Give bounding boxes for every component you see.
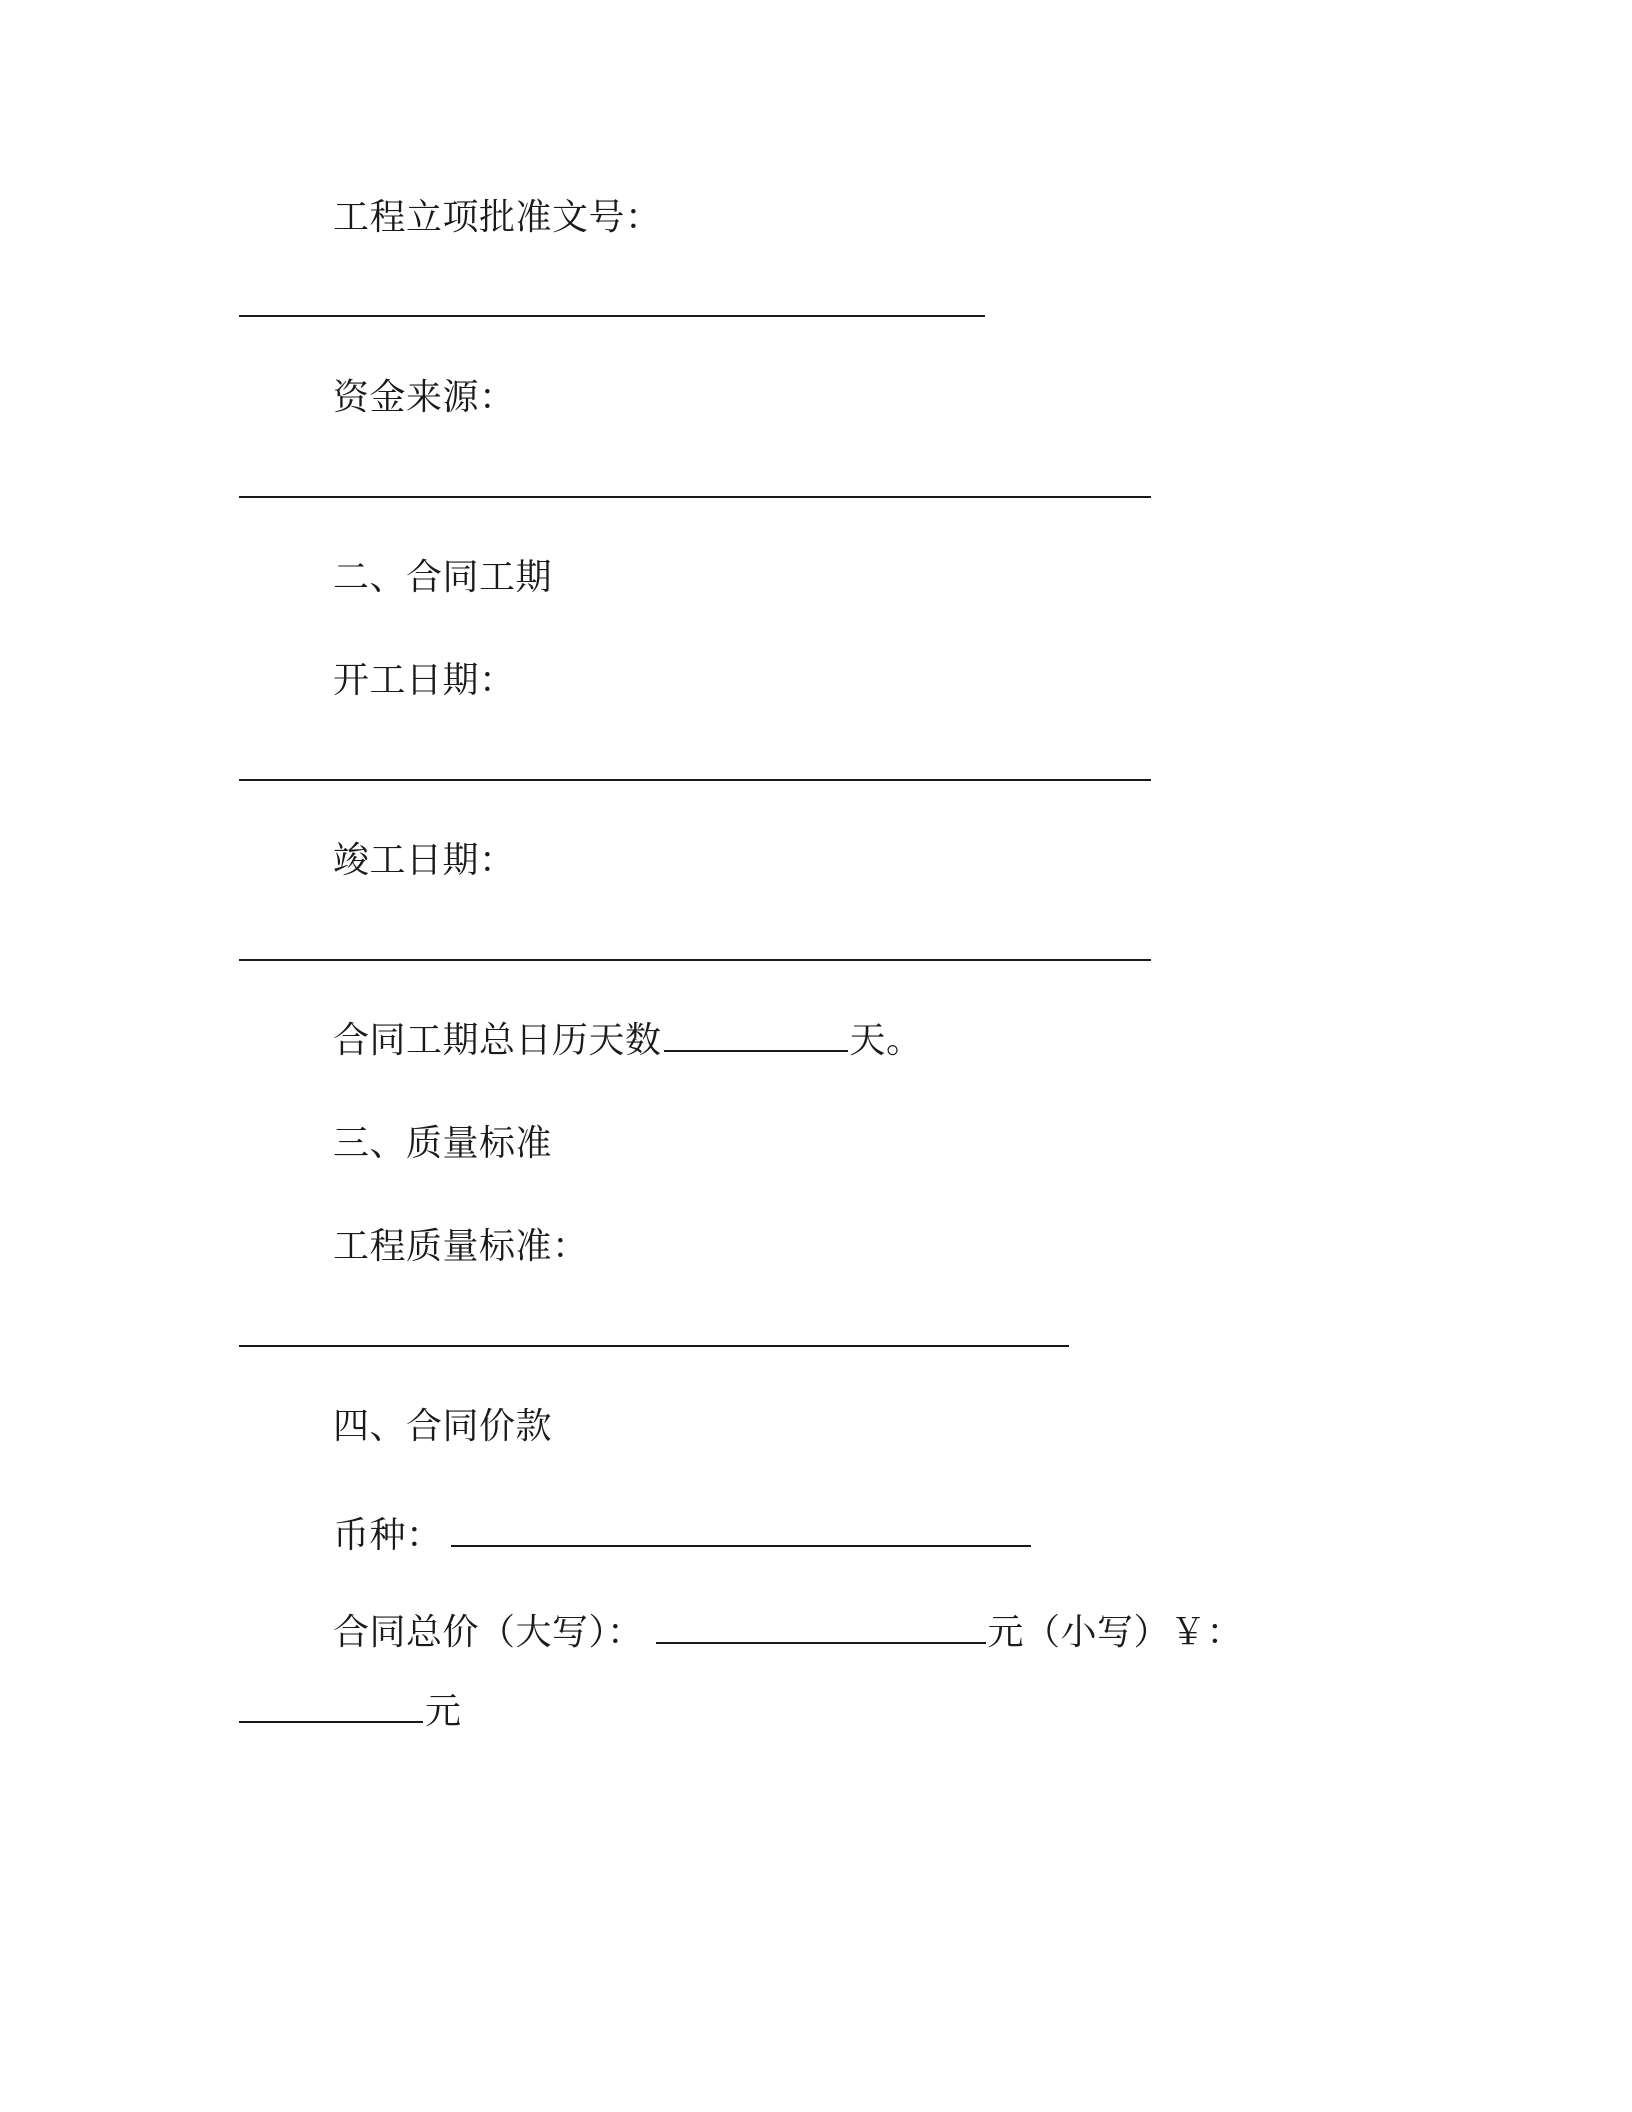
total-price-uppercase-blank[interactable] xyxy=(656,1612,986,1644)
start-date-blank[interactable] xyxy=(239,779,1151,781)
section3-title: 三、质量标准 xyxy=(333,1123,553,1164)
total-price-suffix: 元 xyxy=(425,1691,462,1732)
project-approval-label: 工程立项批准文号： xyxy=(333,197,662,238)
section4-title: 四、合同价款 xyxy=(333,1406,553,1447)
section2-title: 二、合同工期 xyxy=(333,557,553,598)
total-days-blank[interactable] xyxy=(664,1020,848,1052)
start-date-label: 开工日期： xyxy=(333,660,516,701)
fund-source-label: 资金来源： xyxy=(333,377,516,418)
quality-standard-label: 工程质量标准： xyxy=(333,1226,589,1267)
total-price-prefix: 合同总价（大写）： xyxy=(333,1612,644,1653)
currency-blank[interactable] xyxy=(451,1515,1031,1547)
project-approval-blank[interactable] xyxy=(239,315,985,317)
currency-line xyxy=(333,1514,1033,1558)
total-days-prefix: 合同工期总日历天数 xyxy=(333,1020,662,1061)
total-days-line xyxy=(333,1019,923,1063)
currency-label: 币种： xyxy=(333,1515,443,1556)
completion-date-blank[interactable] xyxy=(239,959,1151,961)
quality-standard-blank[interactable] xyxy=(239,1345,1069,1347)
completion-date-label: 竣工日期： xyxy=(333,840,516,881)
total-price-line xyxy=(333,1611,1243,1655)
total-price-mid: 元（小写）￥： xyxy=(987,1612,1244,1653)
total-price-lowercase-blank[interactable] xyxy=(239,1691,423,1723)
total-days-suffix: 天。 xyxy=(849,1020,923,1061)
total-price-lowercase-line xyxy=(239,1690,462,1734)
fund-source-blank[interactable] xyxy=(239,496,1151,498)
